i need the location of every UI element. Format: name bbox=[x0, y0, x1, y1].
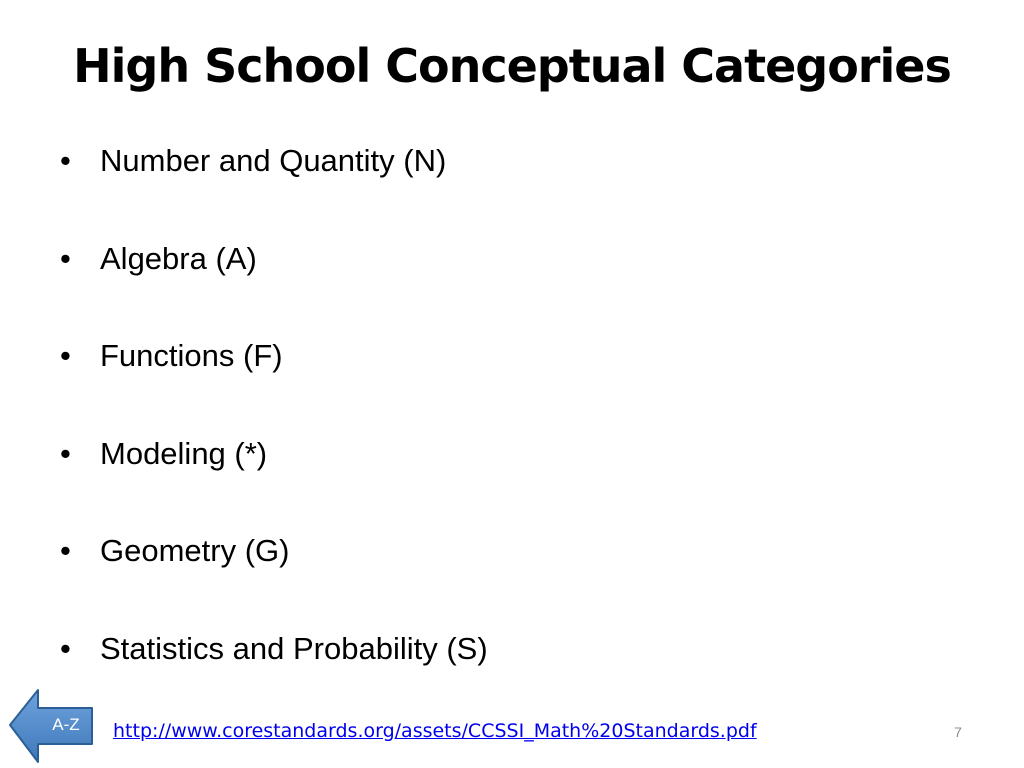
list-item bbox=[60, 629, 488, 669]
bullet-icon: • bbox=[60, 436, 71, 471]
list-item bbox=[60, 434, 267, 474]
bullet-text: Algebra (A) bbox=[100, 241, 257, 276]
bullet-text: Statistics and Probability (S) bbox=[100, 631, 488, 666]
source-link[interactable]: http://www.corestandards.org/assets/CCSSI_Math%20Standards.pdf bbox=[113, 720, 757, 742]
az-label: A-Z bbox=[52, 715, 80, 734]
list-item bbox=[60, 531, 289, 571]
bullet-icon: • bbox=[60, 533, 71, 568]
list-item bbox=[60, 336, 283, 376]
list-item bbox=[60, 141, 446, 181]
slide-title: High School Conceptual Categories bbox=[73, 39, 951, 93]
bullet-icon: • bbox=[60, 631, 71, 666]
bullet-icon: • bbox=[60, 143, 71, 178]
bullet-text: Geometry (G) bbox=[100, 533, 290, 568]
bullet-text: Number and Quantity (N) bbox=[100, 143, 447, 178]
page-number: 7 bbox=[954, 724, 962, 740]
bullet-text: Modeling (*) bbox=[100, 436, 268, 471]
az-nav-button[interactable] bbox=[8, 688, 98, 768]
bullet-icon: • bbox=[60, 338, 71, 373]
bullet-text: Functions (F) bbox=[100, 338, 283, 373]
list-item bbox=[60, 239, 257, 279]
bullet-icon: • bbox=[60, 241, 71, 276]
